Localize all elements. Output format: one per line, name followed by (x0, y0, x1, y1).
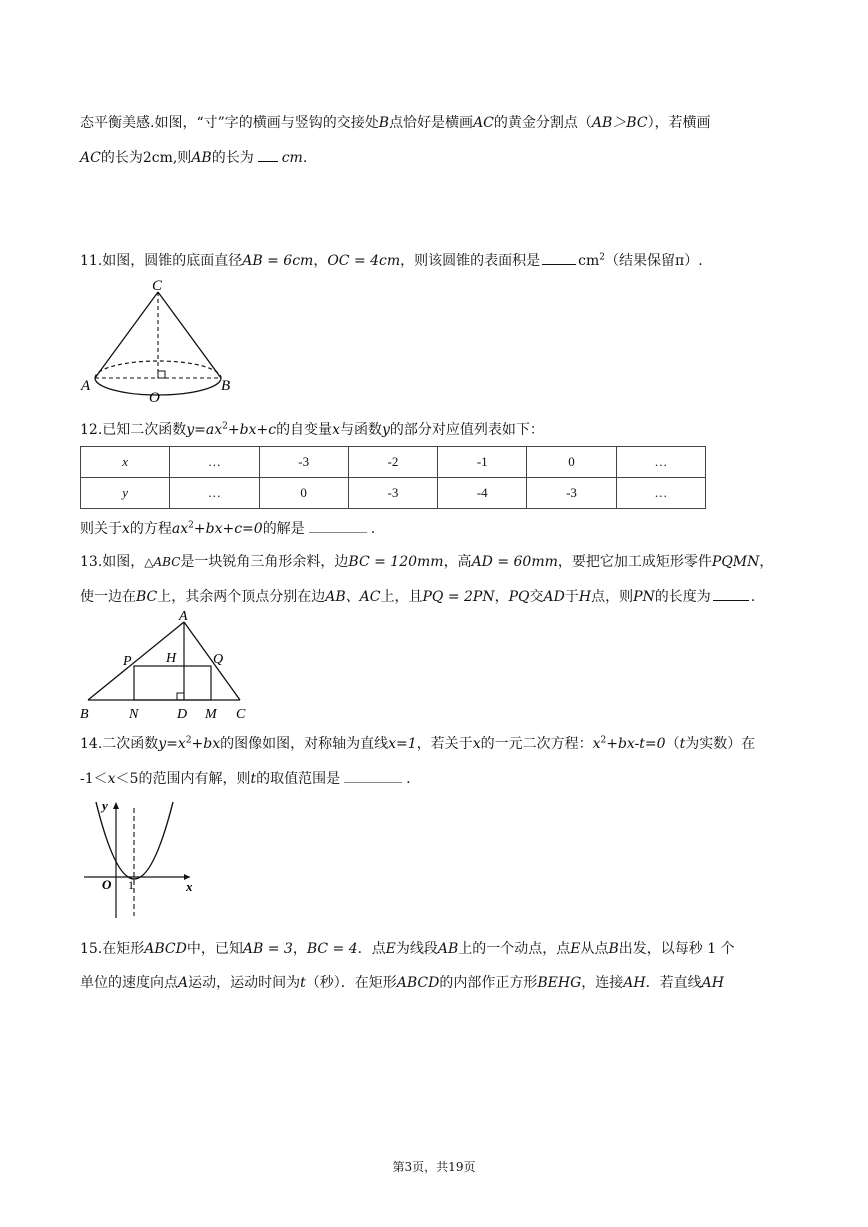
parabola-figure (78, 796, 208, 921)
table-cell: 0 (259, 478, 348, 509)
q14-line1: 14.二次函数$y=x^2+bx$的图像如图，对称轴为直线x=1，若关于x的一元二次方程：$x^2+bx-t=0(t$为实数）在 (80, 735, 756, 752)
q10-line1: 态平衡美感.如图，“寸”字的横画与竖钩的交接处B点恰好是横画AC的黄金分割点（AB＞BC），若横画 (80, 115, 711, 131)
q13-line2: 使一边在BC上，其余两个顶点分别在边AB、AC上，且PQ = 2PN，PQ交AD于H点，则PN的长度为 . (80, 586, 755, 607)
label-O: O (102, 877, 112, 892)
answer-blank (309, 518, 367, 533)
table-cell: … (170, 478, 259, 509)
label-A: A (81, 378, 91, 394)
label-O: O (149, 390, 160, 406)
label-x: x (186, 879, 193, 894)
label-M: M (205, 707, 217, 722)
q14-line2: -1＜x＜5的范围内有解，则t的取值范围是 . (80, 768, 411, 789)
table-cell: -4 (438, 478, 527, 509)
q15-line1: 15.在矩形ABCD中，已知AB = 3，BC = 4．点E为线段AB上的一个动点，点E从点B出发，以每秒 1 个 (80, 941, 735, 957)
table-cell: y (81, 478, 170, 509)
table-cell: -3 (348, 478, 437, 509)
answer-blank (542, 250, 576, 265)
page-footer: 第3页，共19页 (392, 1160, 476, 1174)
answer-blank (258, 147, 278, 162)
label-A: A (179, 609, 188, 624)
q11-text: 11.如图，圆锥的底面直径AB = 6cm，OC = 4cm，则该圆锥的表面积是 $cm^2$（结果保留π）. (80, 250, 703, 271)
table-row (81, 447, 706, 478)
label-B: B (221, 378, 231, 394)
table-row (81, 478, 706, 509)
triangle-figure (78, 610, 258, 725)
label-Q: Q (213, 652, 224, 667)
table-cell: 0 (527, 447, 616, 478)
q12-text: 12.已知二次函数$y=ax^2+bx+c$的自变量x与函数y的部分对应值列表如下： (80, 421, 544, 438)
label-P: P (123, 654, 132, 669)
table-cell: -1 (438, 447, 527, 478)
table-cell: x (81, 447, 170, 478)
label-B: B (80, 707, 89, 722)
table-cell: -3 (259, 447, 348, 478)
label-C: C (152, 278, 163, 294)
label-1: 1 (128, 878, 134, 892)
table-cell: … (616, 478, 705, 509)
table-cell: -3 (527, 478, 616, 509)
label-D: D (177, 707, 188, 722)
cone-figure (78, 278, 238, 408)
value-table (80, 446, 706, 509)
q10-line2: AC的长为2cm,则AB的长为 cm. (80, 147, 307, 168)
table-cell: … (170, 447, 259, 478)
answer-blank (713, 586, 749, 601)
label-H: H (166, 651, 177, 666)
answer-blank (344, 768, 402, 783)
table-cell: -2 (348, 447, 437, 478)
q15-line2: 单位的速度向点A运动，运动时间为t（秒）．在矩形ABCD的内部作正方形BEHG，连接AH．若直线AH (80, 975, 724, 991)
label-C: C (236, 707, 246, 722)
q13-line1: 13.如图，△ABC是一块锐角三角形余料，边BC = 120mm，高AD = 60mm，要把它加工成矩形零件PQMN， (80, 554, 774, 570)
label-N: N (129, 707, 139, 722)
q12-answer-line: 则关于x的方程$ax^2+bx+c=0$的解是 . (80, 518, 375, 539)
table-cell: … (616, 447, 705, 478)
label-y: y (102, 798, 108, 813)
